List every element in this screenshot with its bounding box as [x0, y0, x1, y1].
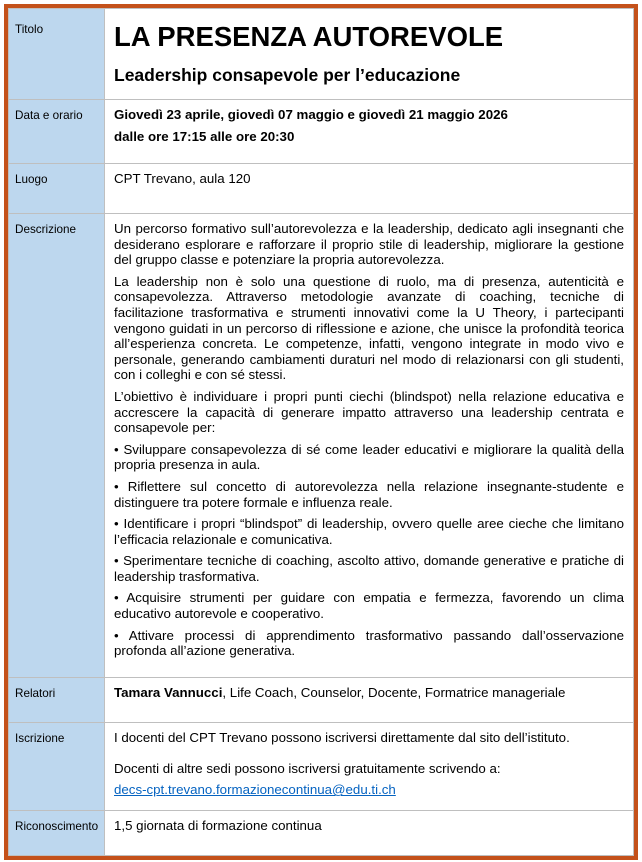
titolo-cell: [105, 9, 634, 100]
hours-line: dalle ore 17:15 alle ore 20:30: [114, 128, 295, 144]
email-link[interactable]: decs-cpt.trevano.formazionecontinua@edu.ti.ch: [114, 782, 396, 798]
speaker-details: , Life Coach, Counselor, Docente, Formatrice manageriale: [222, 685, 566, 700]
course-title: LA PRESENZA AUTOREVOLE: [114, 21, 504, 52]
description-bullet: • Acquisire strumenti per guidare con empatia e fermezza, favorendo un clima educativo autorevole e cooperativo.: [114, 590, 624, 622]
row-relatori: [9, 678, 634, 723]
descrizione-cell: [105, 214, 634, 678]
recognition-value: 1,5 giornata di formazione continua: [114, 818, 322, 833]
row-label-riconoscimento: Riconoscimento: [9, 811, 105, 856]
speaker-line: [114, 685, 624, 701]
relatori-cell: [105, 678, 634, 723]
description-bullet: • Identificare i propri “blindspot” di leadership, ovvero quelle aree cieche che limitano l’efficacia relazionale e comunicativa.: [114, 516, 624, 547]
row-label-luogo: Luogo: [9, 164, 105, 214]
row-label-descrizione: Descrizione: [9, 214, 105, 678]
row-label-iscrizione: Iscrizione: [9, 723, 105, 811]
course-info-sheet: [4, 4, 638, 860]
row-titolo: [9, 9, 634, 100]
speaker-name: Tamara Vannucci: [114, 685, 223, 700]
row-luogo: [9, 164, 634, 214]
riconoscimento-cell: [105, 811, 634, 856]
course-info-table: [8, 8, 634, 856]
dates-line: Giovedì 23 aprile, giovedì 07 maggio e giovedì 21 maggio 2026: [114, 107, 508, 122]
enrollment-email-line: [114, 782, 624, 798]
location-value: CPT Trevano, aula 120: [114, 171, 251, 186]
row-label-titolo: Titolo: [9, 9, 105, 100]
row-data-orario: [9, 100, 634, 164]
data-orario-cell: [105, 100, 634, 164]
description-paragraph: L’obiettivo è individuare i propri punti ciechi (blindspot) nella relazione educativa e accrescere la capacità di generare impatto attraverso una leadership centrata e consapevole per:: [114, 388, 624, 436]
description-bullet: • Sviluppare consapevolezza di sé come leader educativi e migliorare la qualità della propria presenza in aula.: [114, 441, 624, 473]
description-bullet: • Riflettere sul concetto di autorevolezza nella relazione insegnante-studente e distinguere tra potere formale e influenza reale.: [114, 478, 624, 510]
description-bullet: • Attivare processi di apprendimento trasformativo passando dall’osservazione profonda all’azione generativa.: [114, 627, 624, 659]
description-paragraph: Un percorso formativo sull’autorevolezza e la leadership, dedicato agli insegnanti che desiderano esplorare e rafforzare il proprio stile di leadership, migliorare la gestione del gruppo classe e potenziare la propria autorevolezza.: [114, 221, 624, 268]
row-label-data-orario: Data e orario: [9, 100, 105, 164]
row-iscrizione: [9, 723, 634, 811]
description-bullet: • Sperimentare tecniche di coaching, ascolto attivo, domande generative e pratiche di leadership trasformativa.: [114, 553, 624, 584]
description-paragraph: La leadership non è solo una questione di ruolo, ma di presenza, autenticità e consapevolezza. Attraverso metodologie avanzate di coaching, tecniche di facilitazione trasformativa e strumenti innovativi come la U Theory, i partecipanti vengono guidati in un percorso di riflessione e azione, che unisce la profondità teorica all’esperienza concreta. Le competenze, infatti, vengono integrate in modo vivo e personale, generando cambiamenti duraturi nel modo di relazionarsi con gli studenti, con i colleghi e con sé stessi.: [114, 273, 624, 383]
enrollment-line-1: I docenti del CPT Trevano possono iscriversi direttamente dal sito dell’istituto.: [114, 730, 570, 745]
iscrizione-cell: [105, 723, 634, 811]
row-label-relatori: Relatori: [9, 678, 105, 723]
luogo-cell: [105, 164, 634, 214]
row-descrizione: [9, 214, 634, 678]
course-subtitle: Leadership consapevole per l’educazione: [114, 65, 461, 85]
row-riconoscimento: [9, 811, 634, 856]
enrollment-line-2: Docenti di altre sedi possono iscriversi gratuitamente scrivendo a:: [114, 760, 501, 776]
